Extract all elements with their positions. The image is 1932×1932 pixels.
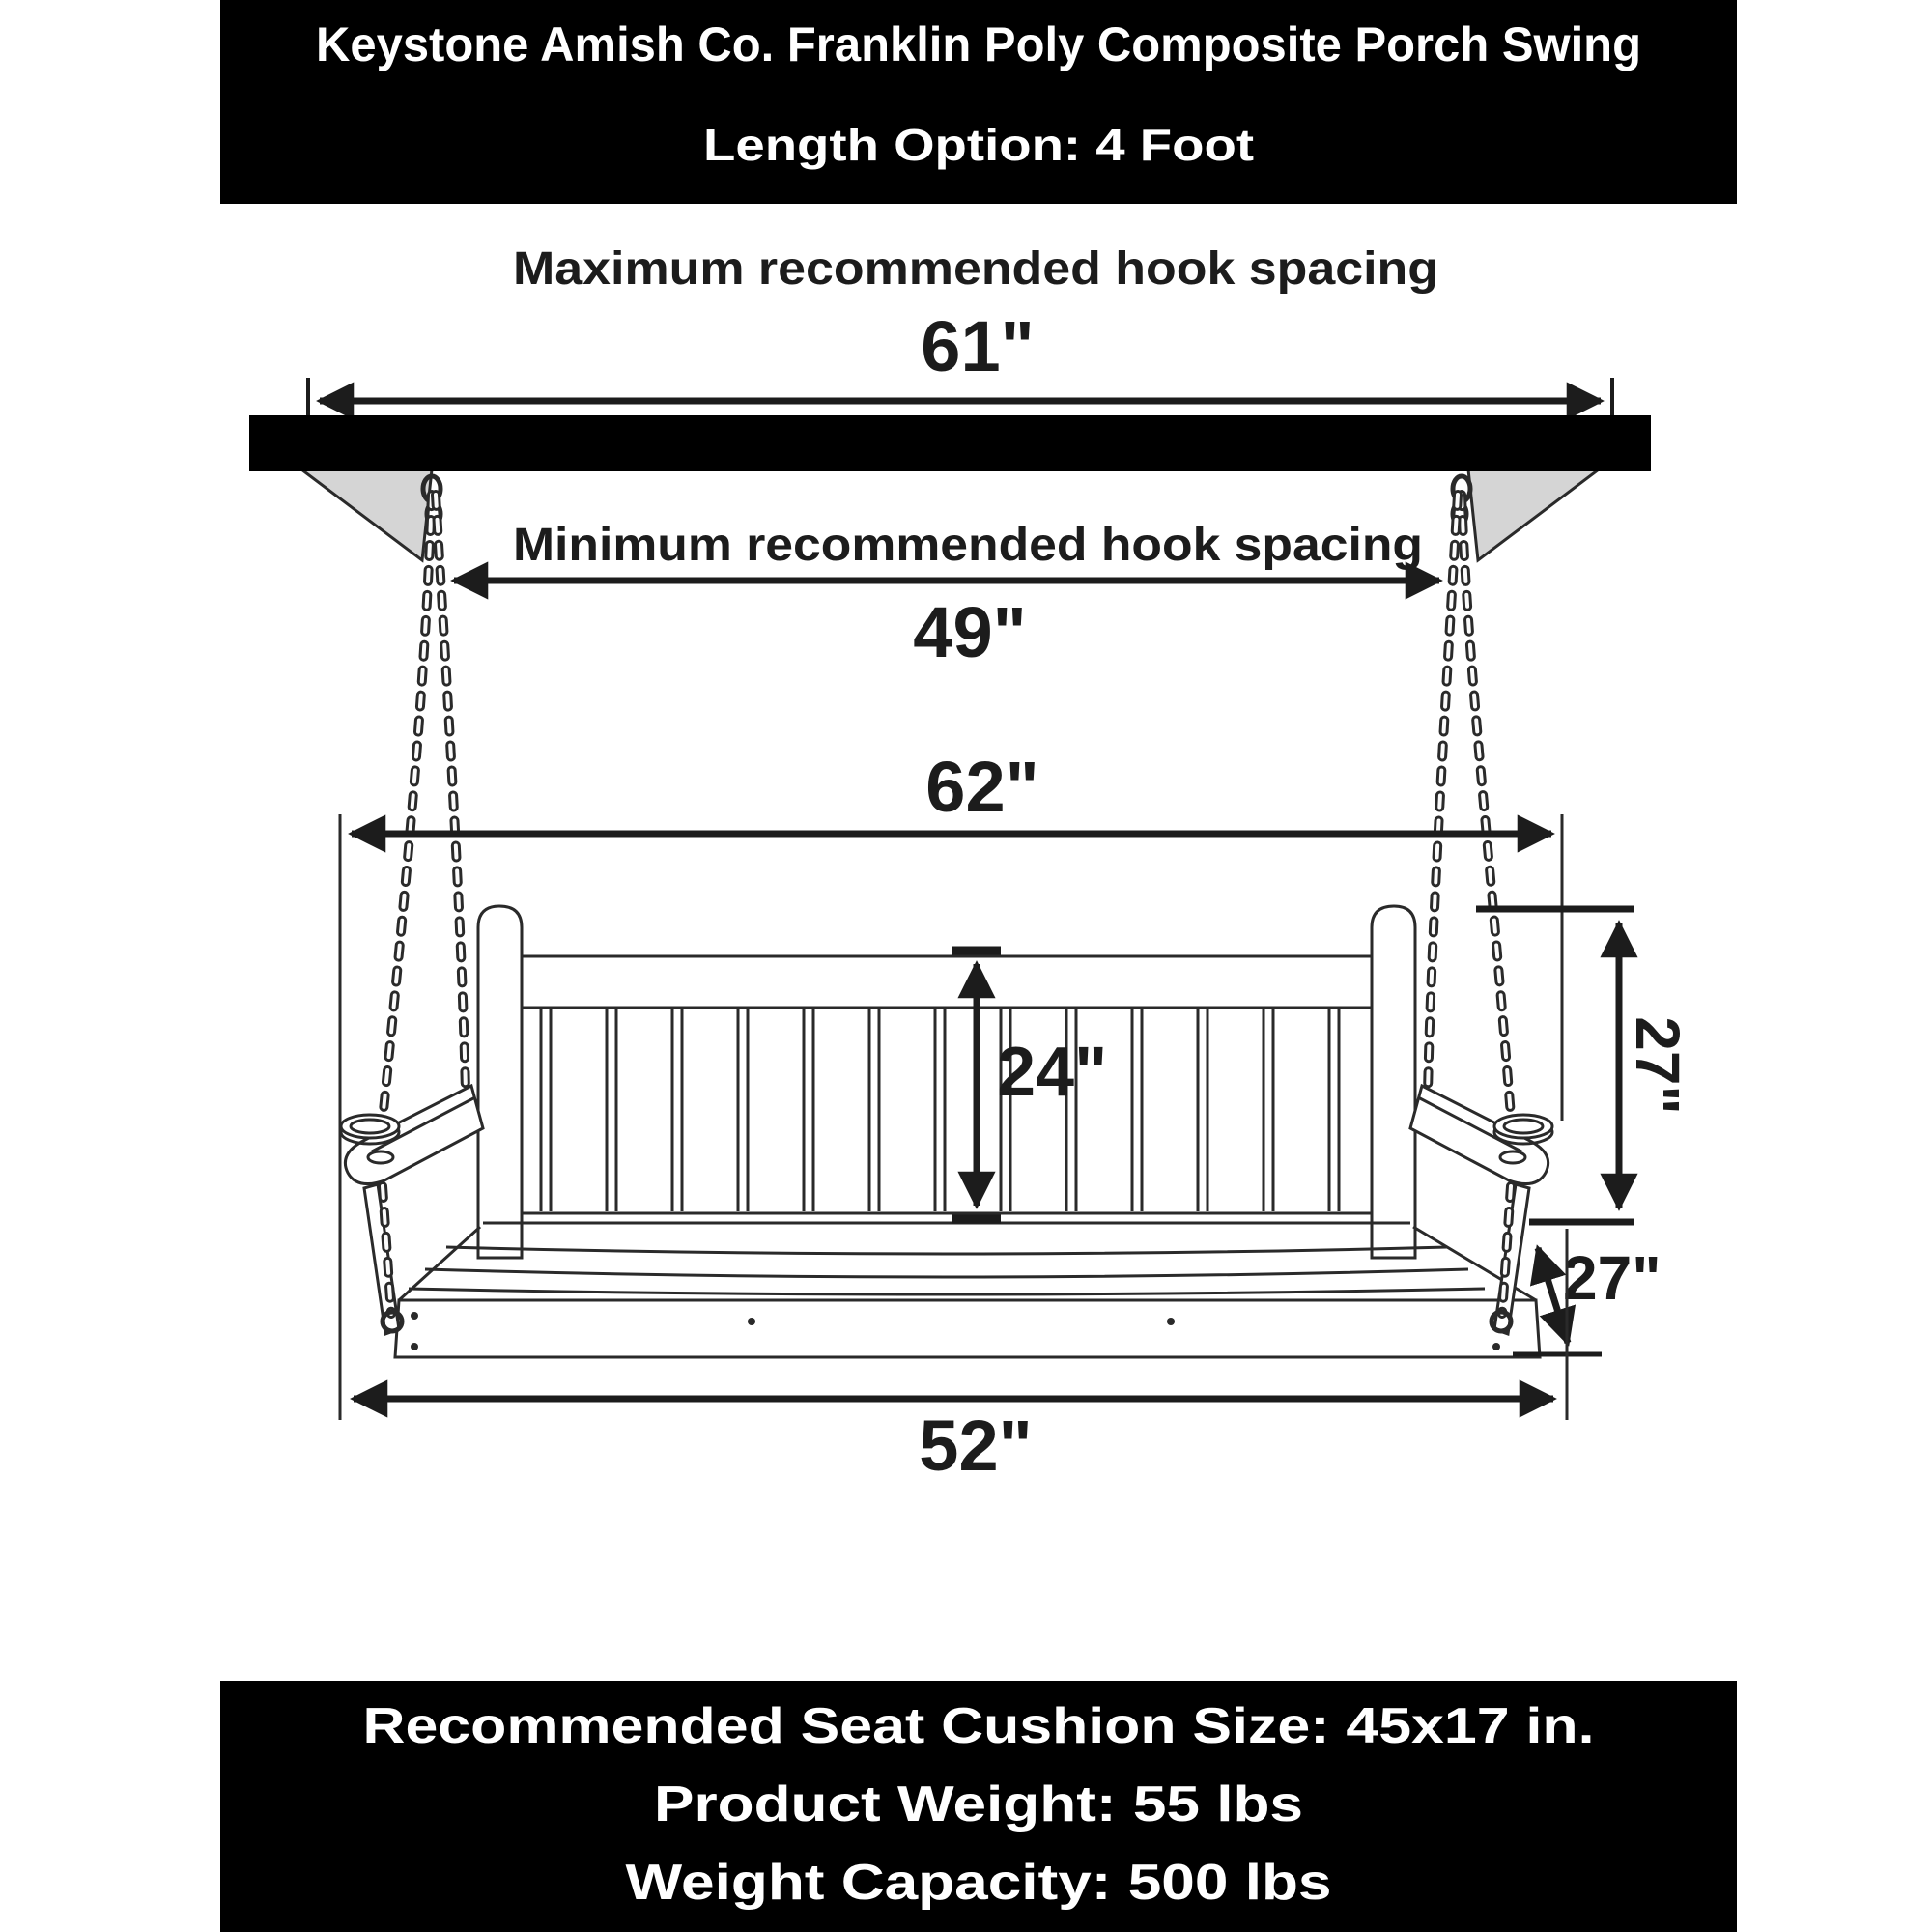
back-slats bbox=[541, 1009, 1339, 1211]
header-banner bbox=[220, 0, 1737, 204]
right-back-post bbox=[1372, 906, 1415, 1258]
overall-width-value: 62" bbox=[925, 747, 1039, 827]
product-title: Keystone Amish Co. Franklin Poly Composite Porch Swing bbox=[316, 17, 1641, 71]
right-mount-bracket bbox=[1468, 469, 1599, 560]
seat-width-value: 52" bbox=[919, 1406, 1033, 1486]
min-hook-spacing-value: 49" bbox=[913, 592, 1027, 672]
length-option-label: Length Option: 4 Foot bbox=[703, 120, 1254, 170]
cushion-size-label: Recommended Seat Cushion Size: 45x17 in. bbox=[362, 1698, 1595, 1754]
front-apron bbox=[395, 1300, 1540, 1357]
left-front-chain bbox=[381, 495, 432, 1140]
left-mount-bracket bbox=[301, 469, 432, 560]
max-hook-spacing-value: 61" bbox=[921, 306, 1035, 386]
swing-drawing bbox=[341, 906, 1552, 1357]
seat-plank-line-1 bbox=[446, 1247, 1447, 1254]
seat-plank-line-3 bbox=[409, 1289, 1485, 1294]
seat-plank-line-2 bbox=[425, 1269, 1468, 1277]
weight-capacity-label: Weight Capacity: 500 lbs bbox=[625, 1855, 1332, 1911]
seat-depth-value: 27" bbox=[1563, 1243, 1662, 1313]
dimension-min-hook-spacing bbox=[454, 520, 1439, 672]
dimension-back-height bbox=[952, 951, 1107, 1219]
footer-banner bbox=[220, 1681, 1737, 1932]
max-hook-spacing-label: Maximum recommended hook spacing bbox=[513, 243, 1438, 295]
left-back-post bbox=[478, 906, 522, 1258]
back-height-value: 24" bbox=[997, 1034, 1108, 1111]
dimension-max-hook-spacing bbox=[308, 243, 1612, 424]
product-weight-label: Product Weight: 55 lbs bbox=[654, 1776, 1303, 1833]
right-front-chain bbox=[1462, 495, 1513, 1140]
ceiling-beam bbox=[249, 415, 1651, 471]
side-height-value: 27" bbox=[1623, 1016, 1692, 1115]
min-hook-spacing-label: Minimum recommended hook spacing bbox=[513, 520, 1423, 571]
